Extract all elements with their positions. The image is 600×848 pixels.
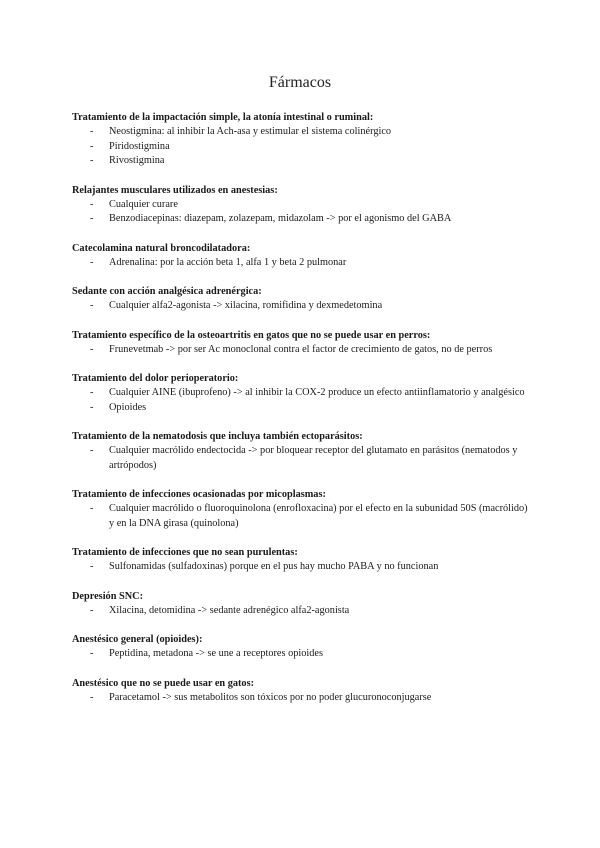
bullet-list [72, 647, 528, 662]
list-item [72, 125, 528, 140]
dash-bullet-icon: - [90, 256, 94, 268]
dash-bullet-icon: - [90, 691, 94, 703]
section [72, 285, 528, 314]
list-item [72, 444, 528, 473]
list-item-text: Cualquier curare [109, 198, 178, 210]
list-item [72, 502, 528, 531]
list-item-text: Cualquier macrólido o fluoroquinolona (enrofloxacina) por el efecto en la subunidad 50S (macrólido) y en la DNA girasa (quinolona) [109, 503, 528, 529]
section [72, 430, 528, 473]
dash-bullet-icon: - [90, 140, 94, 152]
dash-bullet-icon: - [90, 387, 94, 398]
section-heading: Catecolamina natural broncodilatadora: [72, 242, 251, 254]
list-item [72, 154, 528, 169]
list-item-text: Rivostigmina [109, 155, 165, 166]
section [72, 184, 528, 227]
bullet-list [72, 560, 528, 575]
bullet-list [72, 386, 528, 415]
section-heading: Relajantes musculares utilizados en anestesias: [72, 184, 278, 196]
bullet-list [72, 256, 528, 271]
dash-bullet-icon: - [90, 604, 94, 616]
list-item [72, 343, 528, 358]
bullet-list [72, 691, 528, 706]
bullet-list [72, 299, 528, 314]
dash-bullet-icon: - [90, 648, 94, 659]
list-item-text: Opioides [109, 401, 147, 413]
list-item [72, 299, 528, 314]
dash-bullet-icon: - [90, 561, 94, 572]
list-item [72, 140, 528, 155]
list-item-text: Cualquier AINE (ibuprofeno) -> al inhibir la COX-2 produce un efecto antiinflamatorio y analgésico [109, 387, 525, 398]
document-title: Fármacos [268, 74, 332, 91]
sections-container [72, 111, 528, 705]
section-heading: Anestésico que no se puede usar en gatos: [72, 677, 255, 689]
list-item-text: Benzodiacepinas: diazepam, zolazepam, midazolam -> por el agonismo del GABA [109, 213, 452, 224]
list-item [72, 386, 528, 401]
section [72, 372, 528, 415]
bullet-list [72, 198, 528, 227]
bullet-list [72, 444, 528, 473]
dash-bullet-icon: - [90, 198, 94, 210]
dash-bullet-icon: - [90, 445, 94, 456]
section-heading: Tratamiento del dolor perioperatorio: [72, 373, 239, 384]
section-heading: Tratamiento de infecciones que no sean purulentas: [72, 547, 298, 558]
dash-bullet-icon: - [90, 155, 94, 166]
list-item-text: Neostigmina: al inhibir la Ach-asa y estimular el sistema colinérgico [109, 126, 392, 137]
section-heading: Tratamiento específico de la osteoartritis en gatos que no se puede usar en perros: [72, 329, 431, 341]
section [72, 633, 528, 662]
list-item [72, 401, 528, 416]
bullet-list [72, 502, 528, 531]
section-heading: Tratamiento de la nematodosis que incluya también ectoparásitos: [72, 431, 363, 442]
dash-bullet-icon: - [90, 300, 94, 311]
bullet-list [72, 343, 528, 358]
list-item [72, 604, 528, 619]
section-heading: Tratamiento de infecciones ocasionadas por micoplasmas: [72, 489, 326, 500]
dash-bullet-icon: - [90, 503, 94, 514]
list-item-text: Cualquier macrólido endectocida -> por bloquear receptor del glutamato en parásitos (nematodos y artrópodos) [109, 445, 518, 471]
section-heading: Sedante con acción analgésica adrenérgica: [72, 286, 262, 297]
dash-bullet-icon: - [90, 401, 94, 413]
section [72, 111, 528, 169]
list-item-text: Frunevetmab -> por ser Ac monoclonal contra el factor de crecimiento de gatos, no de perros [109, 343, 493, 355]
dash-bullet-icon: - [90, 343, 94, 355]
section-heading: Anestésico general (opioides): [72, 634, 203, 645]
list-item-text: Peptidina, metadona -> se une a receptores opioides [109, 648, 323, 659]
list-item [72, 256, 528, 271]
section [72, 590, 528, 619]
list-item [72, 198, 528, 213]
section [72, 546, 528, 575]
list-item [72, 691, 528, 706]
list-item [72, 560, 528, 575]
list-item-text: Sulfonamidas (sulfadoxinas) porque en el pus hay mucho PABA y no funcionan [109, 561, 439, 572]
section [72, 329, 528, 358]
list-item-text: Xilacina, detomidina -> sedante adrenégico alfa2-agonista [109, 604, 350, 616]
list-item-text: Piridostigmina [109, 140, 170, 152]
section [72, 488, 528, 531]
section [72, 677, 528, 706]
dash-bullet-icon: - [90, 213, 94, 224]
section [72, 242, 528, 271]
section-heading: Tratamiento de la impactación simple, la atonía intestinal o ruminal: [72, 112, 374, 123]
list-item-text: Adrenalina: por la acción beta 1, alfa 1 y beta 2 pulmonar [109, 256, 347, 268]
section-heading: Depresión SNC: [72, 590, 144, 602]
list-item [72, 212, 528, 227]
list-item-text: Paracetamol -> sus metabolitos son tóxicos por no poder glucuronoconjugarse [109, 691, 432, 703]
dash-bullet-icon: - [90, 126, 94, 137]
bullet-list [72, 604, 528, 619]
bullet-list [72, 125, 528, 169]
list-item [72, 647, 528, 662]
list-item-text: Cualquier alfa2-agonista -> xilacina, romifidina y dexmedetomina [109, 300, 383, 311]
